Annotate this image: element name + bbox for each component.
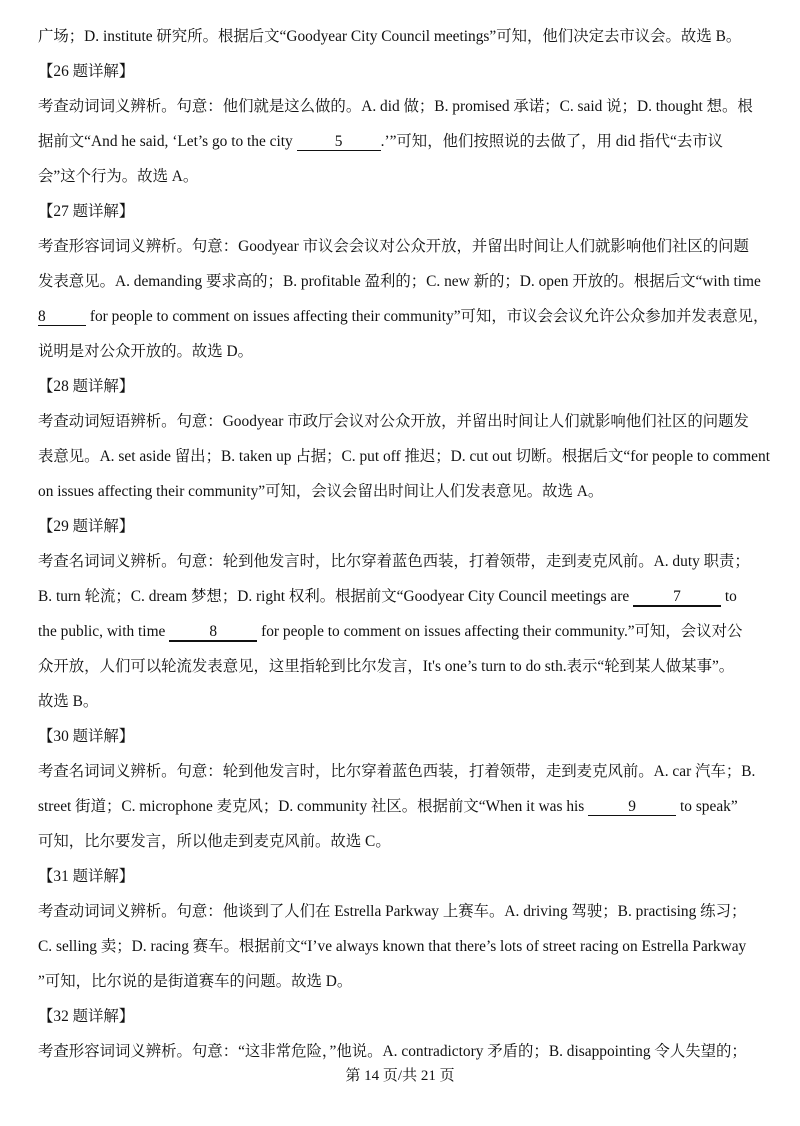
text-line: 故选 B。 bbox=[38, 693, 99, 710]
blank-7: 7 bbox=[633, 589, 721, 607]
text-segment: B. turn 轮流；C. dream 梦想；D. right 权利。根据前文“Goodyear City Council meetings are bbox=[38, 588, 634, 605]
text-segment: to bbox=[721, 588, 737, 605]
text-line: 考查名词词义辨析。句意：轮到他发言时，比尔穿着蓝色西装，打着领带，走到麦克风前。A. duty 职责； bbox=[38, 553, 750, 570]
text-line bbox=[38, 307, 786, 327]
question-27-header: 【27 题详解】 bbox=[38, 203, 135, 220]
blank-9: 9 bbox=[588, 799, 676, 816]
text-line: 考查动词短语辨析。句意：Goodyear 市政厅会议对公众开放，并留出时间让人们就影响他们社区的问题发 bbox=[38, 413, 749, 430]
text-line: 考查形容词词义辨析。句意：“这非常危险，”他说。A. contradictory 矛盾的；B. disappointing 令人失望的； bbox=[38, 1043, 747, 1060]
question-26-header: 【26 题详解】 bbox=[38, 63, 135, 80]
text-line bbox=[38, 797, 786, 817]
text-line bbox=[38, 587, 786, 607]
blank-8: 8 bbox=[169, 624, 257, 642]
text-line: 考查名词词义辨析。句意：轮到他发言时，比尔穿着蓝色西装，打着领带，走到麦克风前。A. car 汽车；B. bbox=[38, 763, 756, 780]
text-segment: for people to comment on issues affecting their community”可知，市议会会议允许公众参加并发表意见， bbox=[86, 308, 769, 325]
blank-8: 8 bbox=[38, 309, 86, 326]
text-segment: the public, with time bbox=[38, 623, 170, 640]
question-28-header: 【28 题详解】 bbox=[38, 378, 135, 395]
question-29-header: 【29 题详解】 bbox=[38, 518, 135, 535]
text-line: 表意见。A. set aside 留出；B. taken up 占据；C. put off 推迟；D. cut out 切断。根据后文“for people to comment bbox=[38, 448, 770, 465]
text-segment: to speak” bbox=[676, 798, 738, 815]
text-segment: .’”可知，他们按照说的去做了，用 did 指代“去市议 bbox=[380, 133, 724, 150]
text-line bbox=[38, 622, 786, 642]
text-line: 说明是对公众开放的。故选 D。 bbox=[38, 343, 254, 360]
blank-5: 5 bbox=[297, 134, 381, 151]
text-line: 考查形容词词义辨析。句意：Goodyear 市议会会议对公众开放，并留出时间让人们就影响他们社区的问题 bbox=[38, 238, 749, 255]
text-segment: 据前文“And he said, ‘Let’s go to the city bbox=[38, 133, 297, 150]
text-line: on issues affecting their community”可知，会议会留出时间让人们发表意见。故选 A。 bbox=[38, 483, 604, 500]
text-line: 广场；D. institute 研究所。根据后文“Goodyear City Council meetings”可知，他们决定去市议会。故选 B。 bbox=[38, 28, 742, 45]
text-line: C. selling 卖；D. racing 赛车。根据前文“I’ve always known that there’s lots of street racing on Estrella Parkway bbox=[38, 938, 747, 955]
text-line: 考查动词词义辨析。句意：他们就是这么做的。A. did 做；B. promised 承诺；C. said 说；D. thought 想。根 bbox=[38, 98, 753, 115]
text-line: 考查动词词义辨析。句意：他谈到了人们在 Estrella Parkway 上赛车。A. driving 驾驶；B. practising 练习； bbox=[38, 903, 747, 920]
question-30-header: 【30 题详解】 bbox=[38, 728, 135, 745]
text-line bbox=[38, 132, 786, 152]
text-segment: street 街道；C. microphone 麦克风；D. community 社区。根据前文“When it was his bbox=[38, 798, 589, 815]
page-footer: 第 14 页/共 21 页 bbox=[345, 1068, 455, 1084]
question-31-header: 【31 题详解】 bbox=[38, 868, 135, 885]
text-line: ”可知，比尔说的是街道赛车的问题。故选 D。 bbox=[38, 973, 353, 990]
text-segment: for people to comment on issues affecting their community.”可知，会议对公 bbox=[257, 623, 743, 640]
text-line: 众开放，人们可以轮流发表意见，这里指轮到比尔发言，It's one’s turn to do sth.表示“轮到某人做某事”。 bbox=[38, 658, 735, 675]
text-line: 发表意见。A. demanding 要求高的；B. profitable 盈利的；C. new 新的；D. open 开放的。根据后文“with time bbox=[38, 273, 761, 290]
text-line: 可知，比尔要发言，所以他走到麦克风前。故选 C。 bbox=[38, 833, 391, 850]
text-line: 会”这个行为。故选 A。 bbox=[38, 168, 199, 185]
question-32-header: 【32 题详解】 bbox=[38, 1008, 135, 1025]
